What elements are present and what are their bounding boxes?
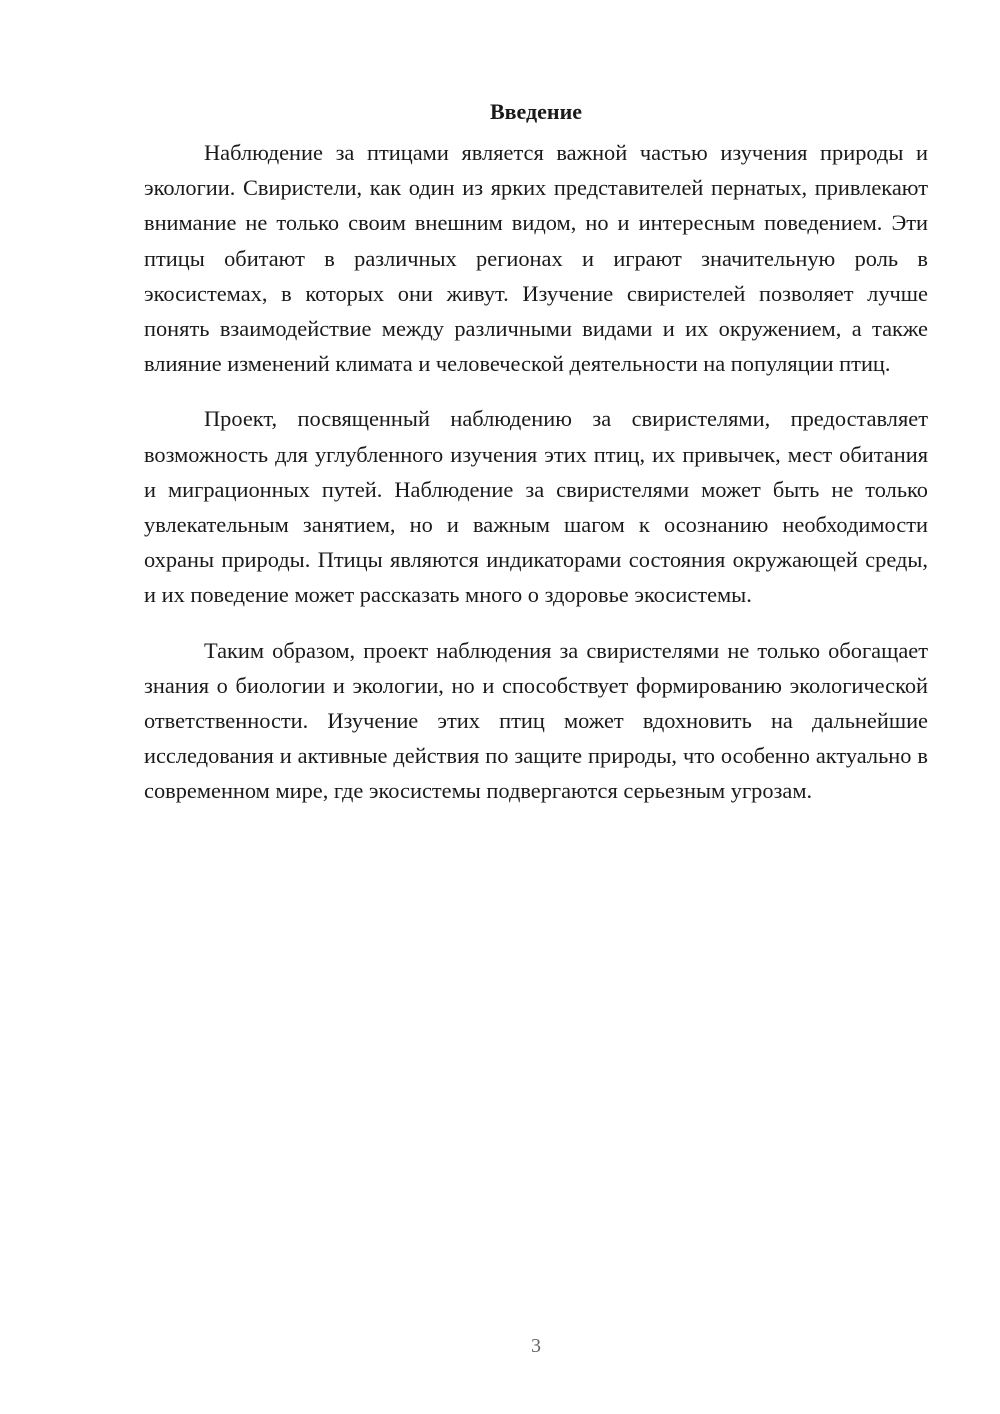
page-number: 3 [531, 1335, 541, 1357]
page-content [144, 96, 928, 829]
paragraph-3: Таким образом, проект наблюдения за свиристелями не только обогащает знания о биологии и экологии, но и способствует формированию экологической ответственности. Изучение этих птиц может вдохновить на дальнейшие исследования и активные действия по защите природы, что особенно актуально в современном мире, где экосистемы подвергаются серьезным угрозам. [144, 637, 928, 804]
section-heading: Введение [489, 99, 583, 124]
paragraph-1: Наблюдение за птицами является важной частью изучения природы и экологии. Свиристели, как один из ярких представителей пернатых, привлекают внимание не только своим внешним видом, но и интересным поведением. Эти птицы обитают в различных регионах и играют значительную роль в экосистемах, в которых они живут. Изучение свиристелей позволяет лучше понять взаимодействие между различными видами и их окружением, а также влияние изменений климата и человеческой деятельности на популяции птиц. [144, 140, 928, 377]
paragraph-2: Проект, посвященный наблюдению за свиристелями, предоставляет возможность для углубленного изучения этих птиц, их привычек, мест обитания и миграционных путей. Наблюдение за свиристелями может быть не только увлекательным занятием, но и важным шагом к осознанию необходимости охраны природы. Птицы являются индикаторами состояния окружающей среды, и их поведение может рассказать много о здоровье экосистемы. [144, 406, 928, 608]
